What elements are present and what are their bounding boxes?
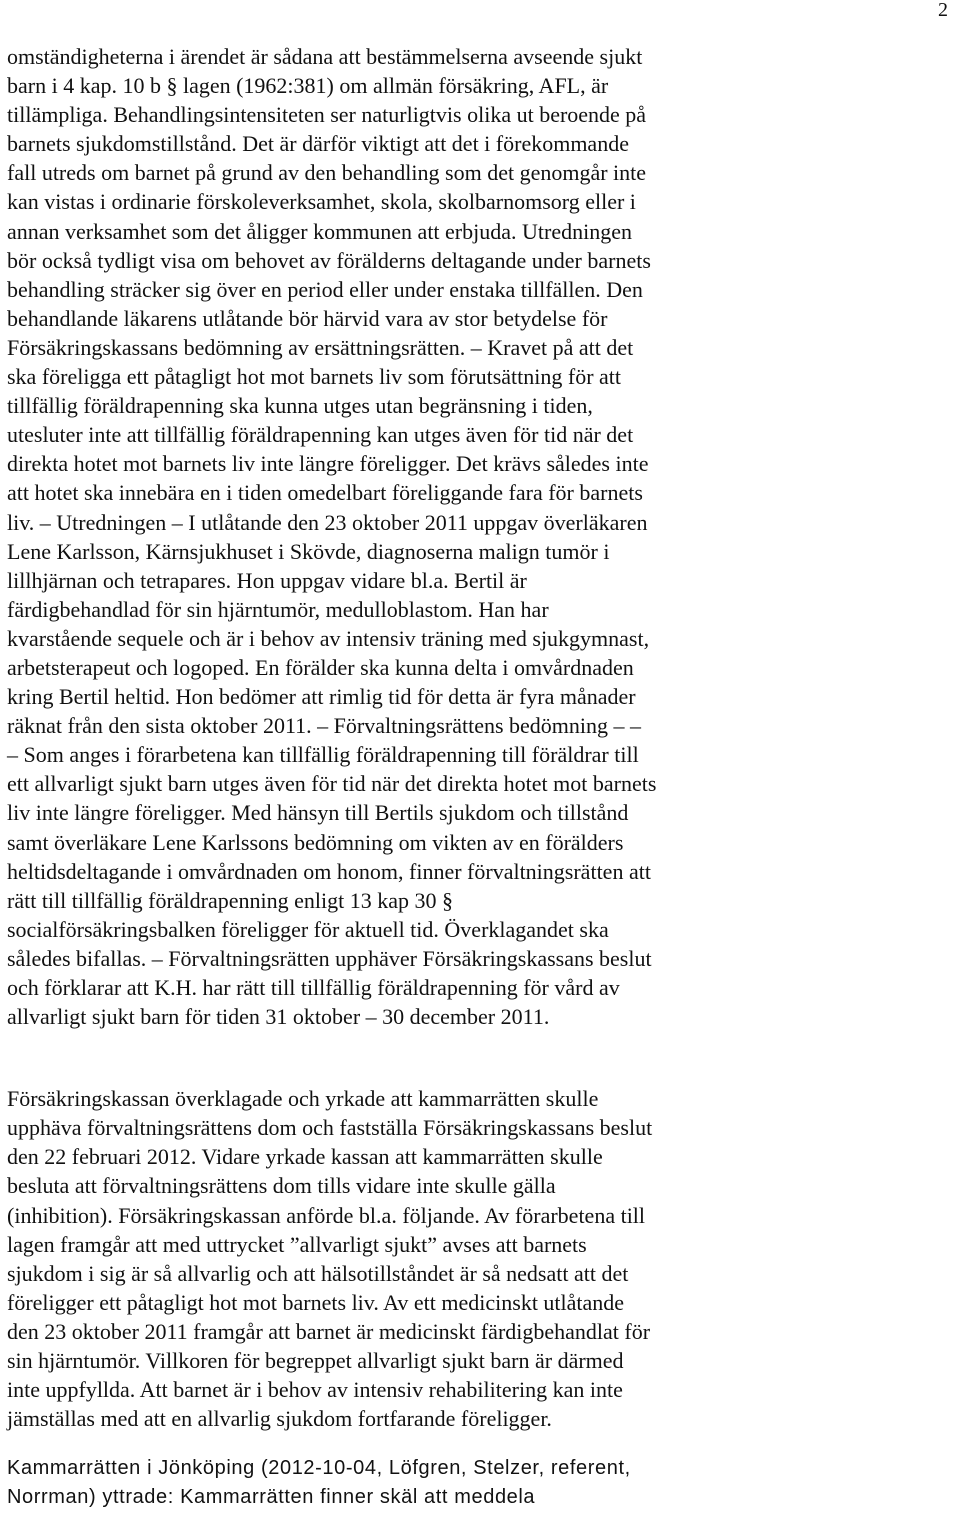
text-line: behandlande läkarens utlåtande bör härvid vara av stor betydelse för [7,305,608,331]
text-line: heltidsdeltagande i omvårdnaden om honom, finner förvaltningsrätten att [7,858,651,884]
text-line: liv inte längre föreligger. Med hänsyn till Bertils sjukdom och tillstånd [7,800,629,826]
paragraph-court-ruling-quote [7,42,951,1031]
paragraph-court-statement [7,1454,951,1512]
text-line: Kammarrätten i Jönköping (2012-10-04, Löfgren, Stelzer, referent, [7,1457,631,1480]
text-line: lillhjärnan och tetrapares. Hon uppgav vidare bl.a. Bertil är [7,567,527,593]
text-line: sin hjärntumör. Villkoren för begreppet allvarligt sjukt barn är därmed [7,1348,624,1374]
text-line: – Som anges i förarbetena kan tillfällig föräldrapenning till föräldrar till [7,742,639,768]
text-line: att hotet ska innebära en i tiden omedelbart föreliggande fara för barnets [7,480,643,506]
paragraph-appeal [7,1084,951,1433]
text-line: socialförsäkringsbalken föreligger för aktuell tid. Överklagandet ska [7,916,609,942]
text-line: och förklarar att K.H. har rätt till tillfällig föräldrapenning för vård av [7,975,620,1000]
text-line: kan vistas i ordinarie förskoleverksamhet, skola, skolbarnomsorg eller i [7,189,636,215]
text-line: barnets sjukdomstillstånd. Det är därför viktigt att det i förekommande [7,131,629,157]
text-line: inte uppfyllda. Att barnet är i behov av intensiv rehabilitering kan inte [7,1377,623,1403]
text-line: Försäkringskassans bedömning av ersättningsrätten. – Kravet på att det [7,334,634,360]
text-line: Norrman) yttrade: Kammarrätten finner skäl att meddela [7,1486,536,1509]
document-body [7,42,951,1513]
text-line: tillfällig föräldrapenning ska kunna utges utan begränsning i tiden, [7,393,593,419]
text-line: Lene Karlsson, Kärnsjukhuset i Skövde, diagnoserna malign tumör i [7,538,610,564]
text-line: samt överläkare Lene Karlssons bedömning om vikten av en förälders [7,829,624,855]
text-line: bör också tydligt visa om behovet av förälderns deltagande under barnets [7,247,651,273]
text-line: direkta hotet mot barnets liv inte längre föreligger. Det krävs således inte [7,451,649,477]
text-line: Försäkringskassan överklagade och yrkade att kammarrätten skulle [7,1086,599,1112]
text-line: sjukdom i sig är så allvarlig och att hälsotillståndet är så nedsatt att det [7,1260,629,1286]
text-line: tillämpliga. Behandlingsintensiteten ser naturligtvis olika ut beroende på [7,102,647,128]
text-line: den 22 februari 2012. Vidare yrkade kassan att kammarrätten skulle [7,1144,603,1170]
page-number: 2 [938,0,948,21]
text-line: jämställas med att en allvarlig sjukdom fortfarande föreligger. [7,1406,552,1432]
text-line: arbetsterapeut och logoped. En förälder ska kunna delta i omvårdnaden [7,654,634,680]
text-line: (inhibition). Försäkringskassan anförde bl.a. följande. Av förarbetena till [7,1202,646,1228]
text-line: rätt till tillfällig föräldrapenning enligt 13 kap 30 § [7,887,454,913]
text-line: annan verksamhet som det åligger kommunen att erbjuda. Utredningen [7,218,632,244]
text-line: föreligger ett påtagligt hot mot barnets liv. Av ett medicinskt utlåtande [7,1289,625,1315]
text-line: ska föreligga ett påtagligt hot mot barnets liv som förutsättning för att [7,364,622,390]
text-line: ett allvarligt sjukt barn utges även för tid när det direkta hotet mot barnets [7,771,657,797]
text-line: allvarligt sjukt barn för tiden 31 oktober – 30 december 2011. [7,1004,550,1030]
text-line: den 23 oktober 2011 framgår att barnet är medicinskt färdigbehandlat för [7,1318,651,1344]
text-line: besluta att förvaltningsrättens dom tills vidare inte skulle gälla [7,1173,556,1199]
text-line: räknat från den sista oktober 2011. – Förvaltningsrättens bedömning – – [7,713,642,739]
text-line: lagen framgår att med uttrycket ”allvarligt sjukt” avses att barnets [7,1231,587,1257]
text-line: barn i 4 kap. 10 b § lagen (1962:381) om allmän försäkring, AFL, är [7,73,609,99]
text-line: behandling sträcker sig över en period eller under enstaka tillfällen. Den [7,276,643,302]
text-line: kvarstående sequele och är i behov av intensiv träning med sjukgymnast, [7,625,650,651]
text-line: utesluter inte att tillfällig föräldrapenning kan utges även för tid när det [7,422,634,448]
text-line: liv. – Utredningen – I utlåtande den 23 oktober 2011 uppgav överläkaren [7,509,648,535]
text-line: omständigheterna i ärendet är sådana att bestämmelserna avseende sjukt [7,44,643,69]
text-line: kring Bertil heltid. Hon bedömer att rimlig tid för detta är fyra månader [7,684,636,710]
text-line: upphäva förvaltningsrättens dom och fastställa Försäkringskassans beslut [7,1115,653,1141]
text-line: fall utreds om barnet på grund av den behandling som det genomgår inte [7,160,647,186]
text-line: färdigbehandlad för sin hjärntumör, medulloblastom. Han har [7,596,549,622]
text-line: således bifallas. – Förvaltningsrätten upphäver Försäkringskassans beslut [7,945,652,971]
